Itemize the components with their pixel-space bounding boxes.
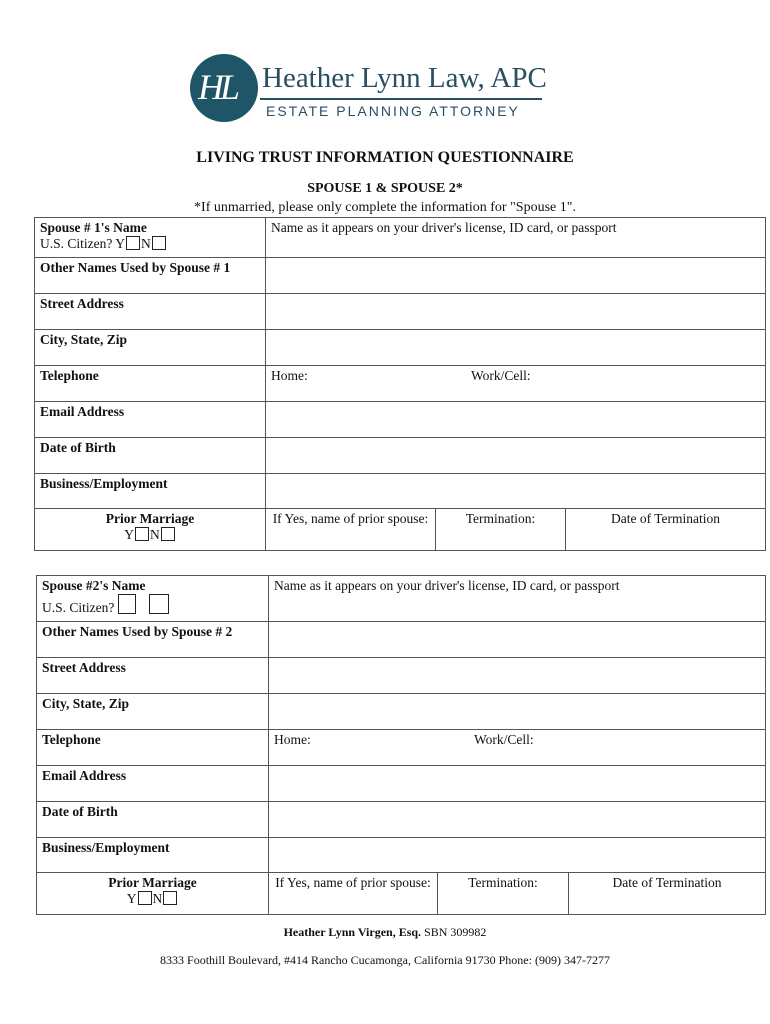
spouse1-street-field[interactable]	[266, 294, 766, 330]
spouse2-prior-marriage-label: Prior Marriage	[108, 875, 197, 890]
firm-tagline: ESTATE PLANNING ATTORNEY	[266, 103, 520, 119]
spouse2-termination-date-field[interactable]: Date of Termination	[569, 873, 766, 915]
spouse1-citizen-no-checkbox[interactable]	[152, 236, 166, 250]
spouse1-name-label: Spouse # 1's Name	[40, 220, 147, 235]
spouse1-prior-yes-label: Y	[124, 527, 134, 542]
spouse1-name-label-cell	[35, 218, 266, 258]
spouse1-email-field[interactable]	[266, 402, 766, 438]
monogram-text: HL	[198, 67, 237, 107]
spouse2-prior-no-checkbox[interactable]	[163, 891, 177, 905]
spouse1-citizen-yes-checkbox[interactable]	[126, 236, 140, 250]
spouse1-termination-field[interactable]: Termination:	[436, 509, 566, 551]
logo-divider	[260, 98, 542, 100]
page-title: LIVING TRUST INFORMATION QUESTIONNAIRE	[196, 149, 574, 166]
spouse1-telephone-field[interactable]	[266, 366, 766, 402]
spouse2-email-field[interactable]	[269, 766, 766, 802]
spouse1-citizen-no-label: N	[141, 236, 151, 251]
spouse2-name-label: Spouse #2's Name	[42, 578, 146, 593]
spouse1-email-label: Email Address	[35, 402, 266, 438]
footer-address: 8333 Foothill Boulevard, #414 Rancho Cucamonga, California 91730 Phone: (909) 347-7277	[160, 953, 610, 967]
spouse2-telephone-label: Telephone	[37, 730, 269, 766]
spouse2-other-names-label: Other Names Used by Spouse # 2	[37, 622, 269, 658]
spouse1-table	[34, 217, 766, 551]
spouse2-business-label: Business/Employment	[37, 838, 269, 873]
spouse1-prior-marriage-label: Prior Marriage	[105, 511, 195, 526]
footer-attorney-name: Heather Lynn Virgen, Esq.	[283, 925, 422, 939]
spouse2-table	[36, 575, 766, 915]
spouse1-business-label: Business/Employment	[35, 474, 266, 509]
footer-attorney	[0, 925, 770, 940]
spouse1-name-hint: Name as it appears on your driver's license, ID card, or passport	[271, 220, 617, 235]
spouse2-street-field[interactable]	[269, 658, 766, 694]
spouse2-prior-spouse-field[interactable]: If Yes, name of prior spouse:	[269, 873, 438, 915]
spouse1-telephone-label: Telephone	[35, 366, 266, 402]
page-subtitle: SPOUSE 1 & SPOUSE 2*	[307, 181, 463, 196]
firm-name: Heather Lynn Law, APC	[262, 62, 547, 94]
spouse1-work-label: Work/Cell:	[471, 368, 531, 383]
spouse1-prior-no-label: N	[150, 527, 160, 542]
spouse1-dob-label: Date of Birth	[35, 438, 266, 474]
spouse1-home-label: Home:	[271, 368, 308, 383]
spouse2-prior-yes-label: Y	[126, 891, 137, 906]
spouse2-dob-label: Date of Birth	[37, 802, 269, 838]
spouse2-citizen-yes-checkbox[interactable]	[118, 594, 136, 614]
spouse2-telephone-field[interactable]	[269, 730, 766, 766]
firm-logo	[190, 54, 550, 126]
footer-sbn: SBN 309982	[424, 925, 487, 939]
spouse1-termination-date-field[interactable]: Date of Termination	[566, 509, 766, 551]
spouse2-citizen-label: U.S. Citizen?	[42, 600, 115, 615]
spouse1-prior-yes-checkbox[interactable]	[135, 527, 149, 541]
spouse2-email-label: Email Address	[37, 766, 269, 802]
spouse1-name-field[interactable]	[266, 218, 766, 258]
spouse2-prior-marriage-cell	[37, 873, 269, 915]
spouse1-prior-no-checkbox[interactable]	[161, 527, 175, 541]
spouse1-city-field[interactable]	[266, 330, 766, 366]
spouse1-business-field[interactable]	[266, 474, 766, 509]
spouse1-prior-marriage-cell	[35, 509, 266, 551]
spouse2-other-names-field[interactable]	[269, 622, 766, 658]
instruction-note: *If unmarried, please only complete the information for "Spouse 1".	[194, 200, 576, 215]
spouse2-name-hint: Name as it appears on your driver's license, ID card, or passport	[274, 578, 620, 593]
spouse2-name-label-cell	[37, 576, 269, 622]
spouse2-termination-field[interactable]: Termination:	[438, 873, 569, 915]
spouse1-prior-spouse-field[interactable]: If Yes, name of prior spouse:	[266, 509, 436, 551]
spouse2-prior-no-label: N	[152, 891, 163, 906]
spouse2-street-label: Street Address	[37, 658, 269, 694]
spouse2-prior-yes-checkbox[interactable]	[138, 891, 152, 905]
spouse2-name-field[interactable]	[269, 576, 766, 622]
spouse1-street-label: Street Address	[35, 294, 266, 330]
spouse2-city-field[interactable]	[269, 694, 766, 730]
spouse2-city-label: City, State, Zip	[37, 694, 269, 730]
spouse2-business-field[interactable]	[269, 838, 766, 873]
spouse2-home-label: Home:	[274, 732, 311, 747]
spouse2-work-label: Work/Cell:	[474, 732, 534, 747]
spouse1-city-label: City, State, Zip	[35, 330, 266, 366]
spouse1-other-names-label: Other Names Used by Spouse # 1	[35, 258, 266, 294]
monogram-emblem	[190, 54, 258, 122]
spouse1-other-names-field[interactable]	[266, 258, 766, 294]
spouse2-citizen-no-checkbox[interactable]	[149, 594, 169, 614]
spouse1-citizen-label: U.S. Citizen? Y	[40, 236, 125, 251]
spouse1-dob-field[interactable]	[266, 438, 766, 474]
spouse2-dob-field[interactable]	[269, 802, 766, 838]
